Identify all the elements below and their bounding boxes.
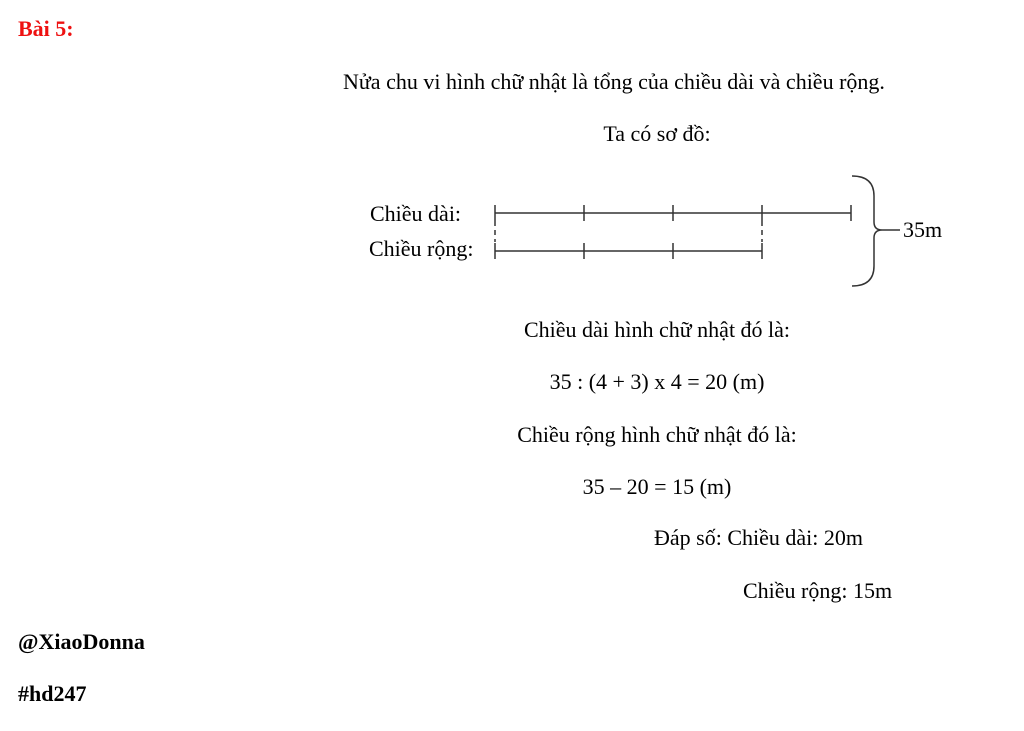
width-heading: Chiều rộng hình chữ nhật đó là: xyxy=(517,422,797,447)
exercise-title: Bài 5: xyxy=(18,16,74,41)
diagram-heading: Ta có sơ đồ: xyxy=(603,121,711,146)
width-calc: 35 – 20 = 15 (m) xyxy=(582,474,732,499)
author-handle: @XiaoDonna xyxy=(18,629,145,654)
intro-text: Nửa chu vi hình chữ nhật là tổng của chiều dài và chiều rộng. xyxy=(343,69,885,94)
length-label: Chiều dài: xyxy=(370,201,462,226)
length-heading: Chiều dài hình chữ nhật đó là: xyxy=(523,317,791,342)
total-brace xyxy=(852,176,882,286)
hashtag: #hd247 xyxy=(18,681,87,706)
total-label: 35m xyxy=(903,217,943,242)
answer-width: Chiều rộng: 15m xyxy=(743,578,893,603)
width-label: Chiều rộng: xyxy=(369,236,474,261)
length-calc: 35 : (4 + 3) x 4 = 20 (m) xyxy=(549,369,765,394)
length-bar xyxy=(495,205,851,221)
dashed-connectors xyxy=(495,221,762,242)
answer-length: Đáp số: Chiều dài: 20m xyxy=(654,525,863,550)
width-bar xyxy=(495,243,762,259)
